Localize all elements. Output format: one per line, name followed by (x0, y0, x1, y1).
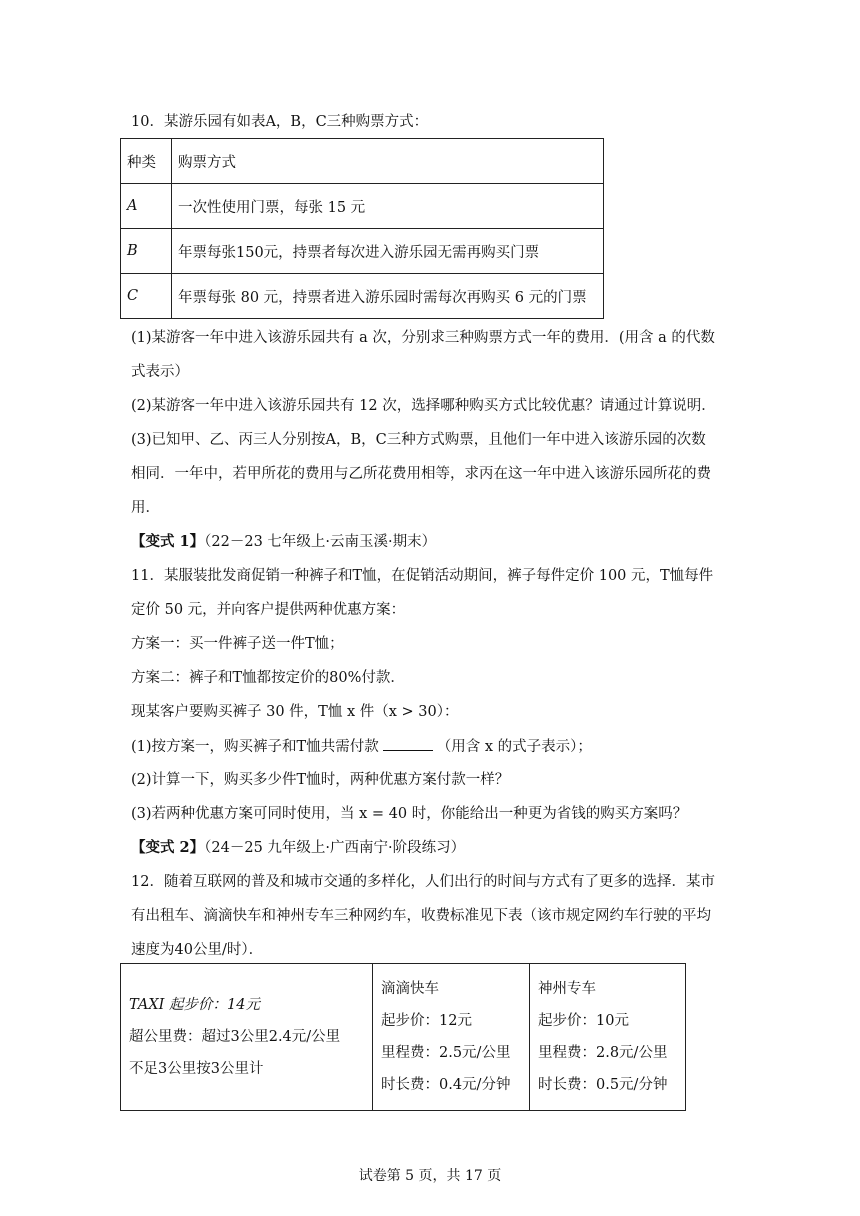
table-row (121, 964, 686, 1111)
table-header-row (121, 139, 604, 184)
q10-part1-line2: 式表示） (131, 364, 189, 380)
q10-intro: 10．某游乐园有如表A，B，C三种购票方式： (131, 114, 429, 130)
didi-start-fee: 起步价：12元 (381, 1013, 472, 1029)
row-type-a: A (121, 184, 172, 229)
page-footer: 试卷第 5 页，共 17 页 (358, 1168, 502, 1184)
shenzhou-distance-fee: 里程费：2.8元/公里 (538, 1045, 668, 1061)
q11-part1-suffix: （用含 x 的式子表示）； (436, 739, 592, 755)
header-cell-type: 种类 (121, 139, 172, 184)
q11-part2: (2)计算一下，购买多少件T恤时，两种优惠方案付款一样？ (131, 772, 510, 788)
row-method-a: 一次性使用门票，每张 15 元 (172, 184, 604, 229)
q11-condition: 现某客户要购买裤子 30 件，T恤 x 件（x > 30）： (131, 704, 459, 720)
header-cell-method: 购票方式 (172, 139, 604, 184)
variant1-source: （22－23 七年级上·云南玉溪·期末） (204, 534, 437, 550)
didi-title: 滴滴快车 (381, 981, 439, 997)
q11-line2: 定价 50 元，并向客户提供两种优惠方案： (131, 602, 406, 618)
q11-plan2: 方案二：裤子和T恤都按定价的80%付款． (131, 670, 405, 686)
row-method-b: 年票每张150元，持票者每次进入游乐园无需再购买门票 (172, 229, 604, 274)
q12-line2: 有出租车、滴滴快车和神州专车三种网约车，收费标准见下表（该市规定网约车行驶的平均 (131, 908, 711, 924)
shenzhou-cell (530, 964, 686, 1111)
q12-line1: 12．随着互联网的普及和城市交通的多样化，人们出行的时间与方式有了更多的选择．某市 (131, 874, 715, 890)
didi-distance-fee: 里程费：2.5元/公里 (381, 1045, 511, 1061)
q12-fare-table (120, 963, 686, 1111)
q10-part3-line3: 用． (131, 500, 160, 516)
row-type-c: C (121, 274, 172, 319)
q10-part2: (2)某游客一年中进入该游乐园共有 12 次，选择哪种购买方式比较优惠？请通过计算说明． (131, 398, 716, 414)
variant2-heading (131, 838, 465, 858)
row-method-c: 年票每张 80 元，持票者进入游乐园时需每次再购买 6 元的门票 (172, 274, 604, 319)
q11-part3: (3)若两种优惠方案可同时使用，当 x = 40 时，你能给出一种更为省钱的购买方案吗？ (131, 806, 688, 822)
q10-part1-line1: (1)某游客一年中进入该游乐园共有 a 次，分别求三种购票方式一年的费用．(用含 a 的代数 (131, 330, 715, 346)
taxi-cell (121, 964, 373, 1111)
q10-part3-line1: (3)已知甲、乙、丙三人分别按A，B，C三种方式购票，且他们一年中进入该游乐园的次数 (131, 432, 706, 448)
variant1-heading (131, 532, 436, 552)
variant2-tag: 【变式 2】 (131, 839, 205, 856)
shenzhou-title: 神州专车 (538, 981, 596, 997)
shenzhou-start-fee: 起步价：10元 (538, 1013, 629, 1029)
q10-ticket-table (120, 138, 604, 319)
answer-blank[interactable] (383, 736, 433, 751)
table-row (121, 184, 604, 229)
q11-plan1: 方案一：买一件裤子送一件T恤； (131, 636, 344, 652)
taxi-extra-fee: 超公里费：超过3公里2.4元/公里 (129, 1029, 341, 1045)
q11-line1: 11．某服装批发商促销一种裤子和T恤，在促销活动期间，裤子每件定价 100 元，T恤每件 (131, 568, 714, 584)
taxi-start-fee: TAXI 起步价：14元 (129, 997, 260, 1013)
variant1-tag: 【变式 1】 (131, 533, 205, 550)
variant2-source: （24－25 九年级上·广西南宁·阶段练习） (204, 840, 466, 856)
table-row (121, 229, 604, 274)
didi-cell (373, 964, 530, 1111)
q11-part1 (131, 736, 592, 757)
row-type-b: B (121, 229, 172, 274)
shenzhou-time-fee: 时长费：0.5元/分钟 (538, 1077, 668, 1093)
taxi-min-distance: 不足3公里按3公里计 (129, 1061, 264, 1077)
q11-part1-text: (1)按方案一，购买裤子和T恤共需付款 (131, 739, 379, 755)
q10-part3-line2: 相同．一年中，若甲所花的费用与乙所花费用相等，求丙在这一年中进入该游乐园所花的费 (131, 466, 711, 482)
didi-time-fee: 时长费：0.4元/分钟 (381, 1077, 511, 1093)
q12-line3: 速度为40公里/时）． (131, 942, 264, 958)
table-row (121, 274, 604, 319)
